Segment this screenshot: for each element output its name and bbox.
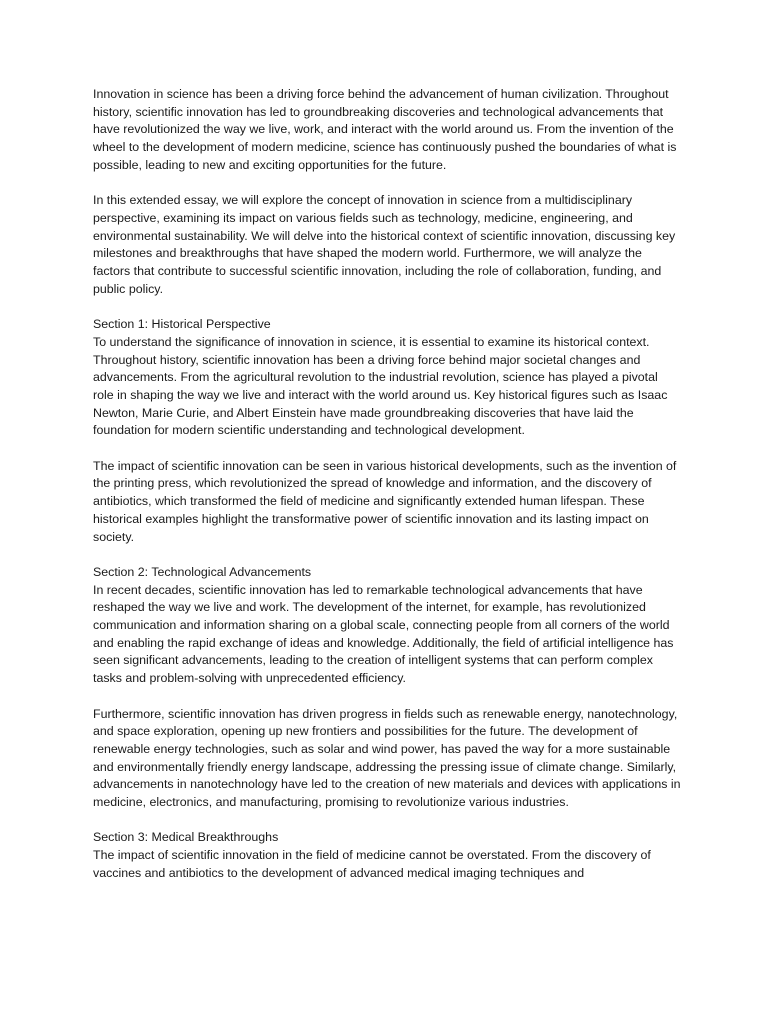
section-paragraph: To understand the significance of innovation in science, it is essential to examine its historical context. Throughout history, scientific innovation has been a driving force behind major societal changes and advancements. From the agricultural revolution to the industrial revolution, science has played a pivotal role in shaping the way we live and interact with the world around us. Key historical figures such as Isaac Newton, Marie Curie, and Albert Einstein have made groundbreaking discoveries that have laid the foundation for modern scientific understanding and technological development. [93,334,668,438]
essay-body [93,86,681,900]
section-heading: Section 1: Historical Perspective [93,317,271,332]
section-paragraph: Furthermore, scientific innovation has driven progress in fields such as renewable energy, nanotechnology, and space exploration, opening up new frontiers and possibilities for the future. The development of renewable energy technologies, such as solar and wind power, has paved the way for a more sustainable and environmentally friendly energy landscape, addressing the pressing issue of climate change. Similarly, advancements in nanotechnology have led to the creation of new materials and devices with applications in medicine, electronics, and manufacturing, promising to revolutionize various industries. [93,706,681,810]
section-paragraph: In recent decades, scientific innovation has led to remarkable technological advancements that have reshaped the way we live and work. The development of the internet, for example, has revolutionized communication and information sharing on a global scale, connecting people from all corners of the world and enabling the rapid exchange of ideas and knowledge. Additionally, the field of artificial intelligence has seen significant advancements, leading to the creation of intelligent systems that can perform complex tasks and problem-solving with unprecedented efficiency. [93,582,674,686]
section-technological-advancements [93,564,681,688]
section-heading: Section 3: Medical Breakthroughs [93,830,279,845]
section-heading: Section 2: Technological Advancements [93,564,312,579]
intro-paragraph-2: In this extended essay, we will explore the concept of innovation in science from a multidisciplinary perspective, examining its impact on various fields such as technology, medicine, engineering, and environmental sustainability. We will delve into the historical context of scientific innovation, discussing key milestones and breakthroughs that have shaped the modern world. Furthermore, we will analyze the factors that contribute to successful scientific innovation, including the role of collaboration, funding, and public policy. [93,193,676,296]
intro-paragraph-1: Innovation in science has been a driving force behind the advancement of human civilization. Throughout history, scientific innovation has led to groundbreaking discoveries and technological advancements that have revolutionized the way we live, work, and interact with the world around us. From the invention of the wheel to the development of modern medicine, science has continuously pushed the boundaries of what is possible, leading to new and exciting opportunities for the future. [93,87,677,172]
section-medical-breakthroughs [93,829,681,882]
section-paragraph: The impact of scientific innovation in the field of medicine cannot be overstated. From the discovery of vaccines and antibiotics to the development of advanced medical imaging techniques and [93,848,651,880]
section-historical-perspective [93,316,681,440]
section-paragraph: The impact of scientific innovation can be seen in various historical developments, such as the invention of the printing press, which revolutionized the spread of knowledge and information, and the discovery of antibiotics, which transformed the field of medicine and significantly extended human lifespan. These historical examples highlight the transformative power of scientific innovation and its lasting impact on society. [93,458,677,544]
